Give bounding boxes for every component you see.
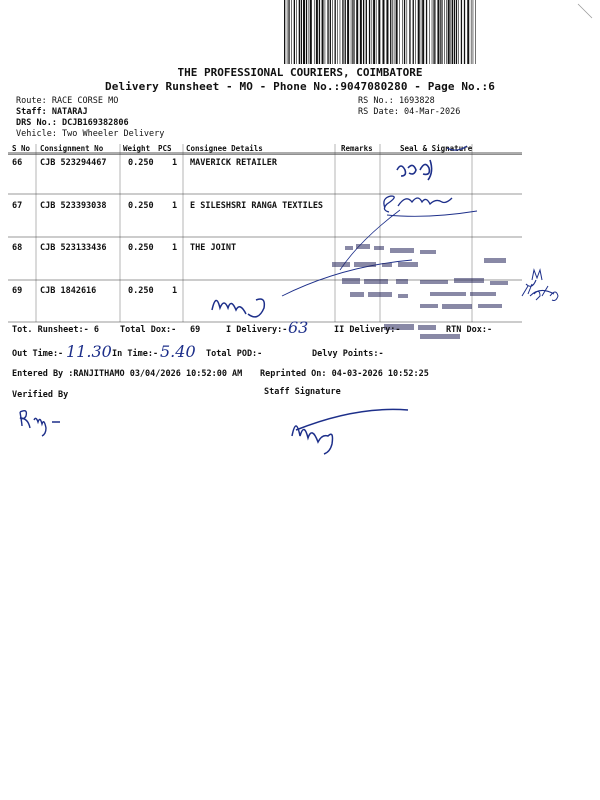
col-header-consignee: Consignee Details [186, 144, 263, 153]
row-66-sno: 66 [12, 158, 23, 168]
out-time-handwritten: 11.30 [66, 342, 112, 361]
row-67-consignment: CJB 523393038 [40, 201, 107, 211]
route-label: Route: RACE CORSE MO [16, 96, 119, 106]
reprinted-on: Reprinted On: 04-03-2026 10:52:25 [260, 369, 429, 379]
i-delivery-label: I Delivery:- [226, 325, 288, 335]
row-66-weight: 0.250 [128, 158, 154, 168]
vehicle-label: Vehicle: Two Wheeler Delivery [16, 129, 165, 139]
col-header-weight: Weight [123, 144, 151, 153]
staff-signature-label: Staff Signature [264, 387, 341, 397]
row-66-consignment: CJB 523294467 [40, 158, 107, 168]
total-dox-label: Total Dox:- [120, 325, 177, 335]
staff-label: Staff: NATARAJ [16, 107, 88, 117]
col-header-sno: S No [12, 144, 31, 153]
total-dox-value: 69 [190, 325, 201, 335]
runsheet-subtitle: Delivery Runsheet - MO - Phone No.:9047080280 - Page No.:6 [105, 80, 495, 93]
row-69-sno: 69 [12, 286, 23, 296]
drs-number: DRS No.: DCJB169382806 [16, 118, 129, 128]
row-67-weight: 0.250 [128, 201, 154, 211]
row-67-pcs: 1 [172, 201, 178, 211]
row-67-consignee: E SILESHSRI RANGA TEXTILES [190, 201, 324, 211]
row-69-consignment: CJB 1842616 [40, 286, 97, 296]
row-68-weight: 0.250 [128, 243, 154, 253]
row-68-sno: 68 [12, 243, 23, 253]
row-66-pcs: 1 [172, 158, 178, 168]
row-68-consignment: CJB 523133436 [40, 243, 107, 253]
rs-date: RS Date: 04-Mar-2026 [358, 107, 461, 117]
delvy-points-label: Delvy Points:- [312, 349, 384, 359]
col-header-pcs: PCS [158, 144, 172, 153]
col-header-seal: Seal & Signature [400, 144, 473, 153]
verified-by-label: Verified By [12, 390, 69, 400]
row-69-pcs: 1 [172, 286, 178, 296]
rtn-dox-label: RTN Dox:- [446, 325, 493, 335]
col-header-consignment: Consignment No [40, 144, 104, 153]
ii-delivery-label: II Delivery:- [334, 325, 401, 335]
i-delivery-handwritten: 63 [288, 318, 309, 337]
entered-by: Entered By :RANJITHAMO 03/04/2026 10:52:00 AM [12, 369, 243, 379]
rs-number: RS No.: 1693828 [358, 96, 435, 106]
row-68-pcs: 1 [172, 243, 178, 253]
total-pod-label: Total POD:- [206, 349, 263, 359]
row-67-sno: 67 [12, 201, 23, 211]
col-header-remarks: Remarks [341, 144, 373, 153]
out-time-label: Out Time:- [12, 349, 64, 359]
company-title: THE PROFESSIONAL COURIERS, COIMBATORE [177, 66, 423, 79]
row-66-consignee: MAVERICK RETAILER [190, 158, 277, 168]
row-68-consignee: THE JOINT [190, 243, 237, 253]
row-69-weight: 0.250 [128, 286, 154, 296]
in-time-label: In Time:- [112, 349, 159, 359]
tot-runsheet: Tot. Runsheet:- 6 [12, 325, 99, 335]
in-time-handwritten: 5.40 [160, 342, 196, 361]
